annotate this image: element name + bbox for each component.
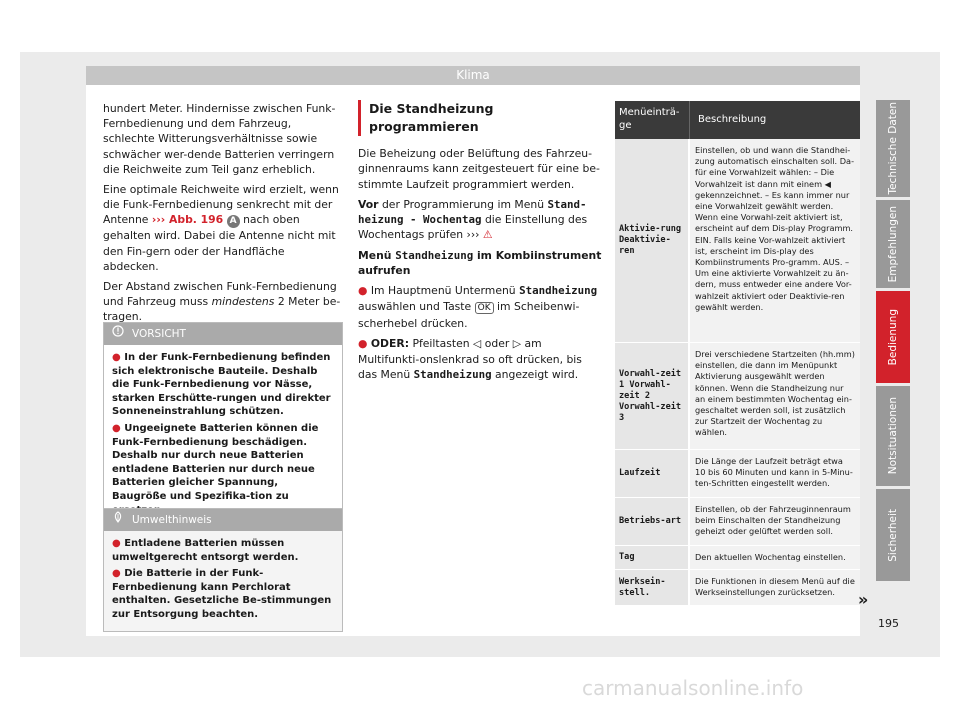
caution-title: VORSICHT [132, 328, 186, 340]
menu-table [615, 101, 860, 606]
table-row: Betriebs-art Einstellen, ob der Fahrzeuginnenraum beim Einschalten der Standheizung geheizt oder gelüftet werden soll. [615, 498, 860, 546]
check-weekday-paragraph: Vor der Programmierung im Menü Stand-heizung - Wochentag die Einstellung des Wochentags prüfen ››› ⚠ [358, 197, 588, 242]
tab-empfehlungen[interactable]: Empfehlungen [876, 200, 910, 288]
leaf-icon [112, 509, 124, 531]
caution-box [103, 322, 343, 527]
tab-sicherheit[interactable]: Sicherheit [876, 489, 910, 581]
environment-title: Umwelthinweis [132, 514, 212, 526]
table-row: Werksein-stell. Die Funktionen in diesem Menü auf die Werkseinstellungen zurücksetzen. [615, 570, 860, 606]
page-number: 195 [878, 617, 899, 630]
section-title: Die Standheizung programmieren [358, 100, 603, 136]
intro-paragraph: Die Beheizung oder Belüftung des Fahrzeu-ginnenraums kann zeitgesteuert für eine be-stimmte Laufzeit programmiert werden. [358, 147, 600, 191]
paragraph-distance: Der Abstand zwischen Funk-Fernbedienung und Fahrzeug muss mindestens 2 Meter be-tragen. [103, 280, 341, 324]
ok-key: OK [475, 302, 494, 314]
step-bullet: ● Im Hauptmenü Untermenü Standheizung auswählen und Taste OK im Scheibenwi-scherhebel drücken. [358, 284, 598, 330]
warning-triangle-icon[interactable]: ⚠ [482, 228, 493, 242]
warning-icon [112, 323, 124, 345]
left-column [103, 101, 343, 330]
column-header-description: Beschreibung [698, 114, 767, 125]
paragraph-range: hundert Meter. Hindernisse zwischen Funk-Fernbedienung und dem Fahrzeug, schlechte Witterungsverhältnisse sowie schwächer wer-dende Batterien verringern die Reichweite zum Teil ganz erheblich. [103, 102, 336, 176]
table-row: Vorwahl-zeit 1 Vorwahl-zeit 2 Vorwahl-zeit 3 Drei verschiedene Startzeiten (hh.mm) einstellen, die dann im Menüpunkt Aktivierung ausgewählt werden können. Wenn die Standheizung nur an einem bestimmten Wochentag ein-geschaltet werden soll, ist zusätzlich zur Startzeit der Wochentag zu wählen. [615, 343, 860, 450]
menu-heading: Menü Standheizung im Kombiinstrument aufrufen [358, 248, 602, 278]
watermark: carmanualsonline.info [582, 676, 804, 700]
caution-bullet: ● In der Funk-Fernbedienung befinden sich elektronische Bauteile. Deshalb die Funk-Fernbedienung vor Nässe, starken Erschütte-rungen und direkter Sonneneinstrahlung schützen. [112, 352, 331, 418]
middle-column [358, 100, 603, 387]
caution-header [104, 323, 342, 345]
table-row: Laufzeit Die Länge der Laufzeit beträgt etwa 10 bis 60 Minuten und kann in 5-Minu-ten-Schritten eingestellt werden. [615, 450, 860, 498]
caution-bullet: ● Ungeeignete Batterien können die Funk-Fernbedienung beschädigen. Deshalb nur durch neue Batterien entladene Batterien nur durch neue Batterien gleicher Spannung, Baugröße und Spezifika-tion zu [112, 422, 319, 502]
chapter-tabs [876, 100, 910, 584]
environment-box [103, 508, 343, 632]
table-row: Aktivie-rung Deaktivie-ren Einstellen, ob und wann die Standhei-zung automatisch einschalten soll. Da-für eine Vorwahlzeit wählen: – Die Vorwahlzeit ist dann mit einem ◀ gekennzeichnet. – Es kann immer nur eine Vorwahlzeit gewählt werden. Wenn eine Vorwahl-zeit aktiviert ist, erscheint auf dem Dis-play Programm. EIN. Falls keine Vor-wahlzeit aktiviert ist, erscheint im Dis-play des Kombiinstruments Pro-gramm. AUS. – Um eine aktivierte Vorwahlzeit zu än-dern, muss entweder eine andere Vor-wahlzeit aktiviert oder Deaktivie-ren gewählt werden. [615, 139, 860, 343]
tab-bedienung[interactable]: Bedienung [876, 291, 910, 383]
caution-body [104, 345, 342, 526]
step-bullet: ● ODER: Pfeiltasten ◁ oder ▷ am Multifunkti-onslenkrad so oft drücken, bis das Menü Standheizung angezeigt wird. [358, 337, 582, 381]
chapter-title: Klima [456, 68, 490, 82]
figure-marker-a: A [227, 215, 240, 228]
tab-technische-daten[interactable]: Technische Daten [876, 100, 910, 197]
continue-marker: » [858, 590, 869, 609]
paragraph-antenna: Eine optimale Reichweite wird erzielt, wenn die Funk-Fernbedienung senkrecht mit der Antenne ››› Abb. 196 A nach oben gehalten wird. Dabei die Antenne nicht mit den Fin-gern oder der Handfläche abdecken. [103, 183, 339, 273]
table-row: Tag Den aktuellen Wochentag einstellen. [615, 546, 860, 570]
column-header-entries: Menüeinträ-ge [615, 101, 690, 139]
environment-body [104, 531, 342, 631]
tab-notsituationen[interactable]: Notsituationen [876, 386, 910, 486]
figure-reference-link[interactable]: ››› Abb. 196 [151, 213, 224, 227]
table-header [615, 101, 860, 139]
environment-header [104, 509, 342, 531]
environment-bullet: ● Die Batterie in der Funk-Fernbedienung kann Perchlorat enthalten. Gesetzliche Be-stimmungen zur Entsorgung beachten. [112, 568, 332, 620]
environment-bullet: ● Entladene Batterien müssen umweltgerecht entsorgt werden. [112, 538, 299, 563]
